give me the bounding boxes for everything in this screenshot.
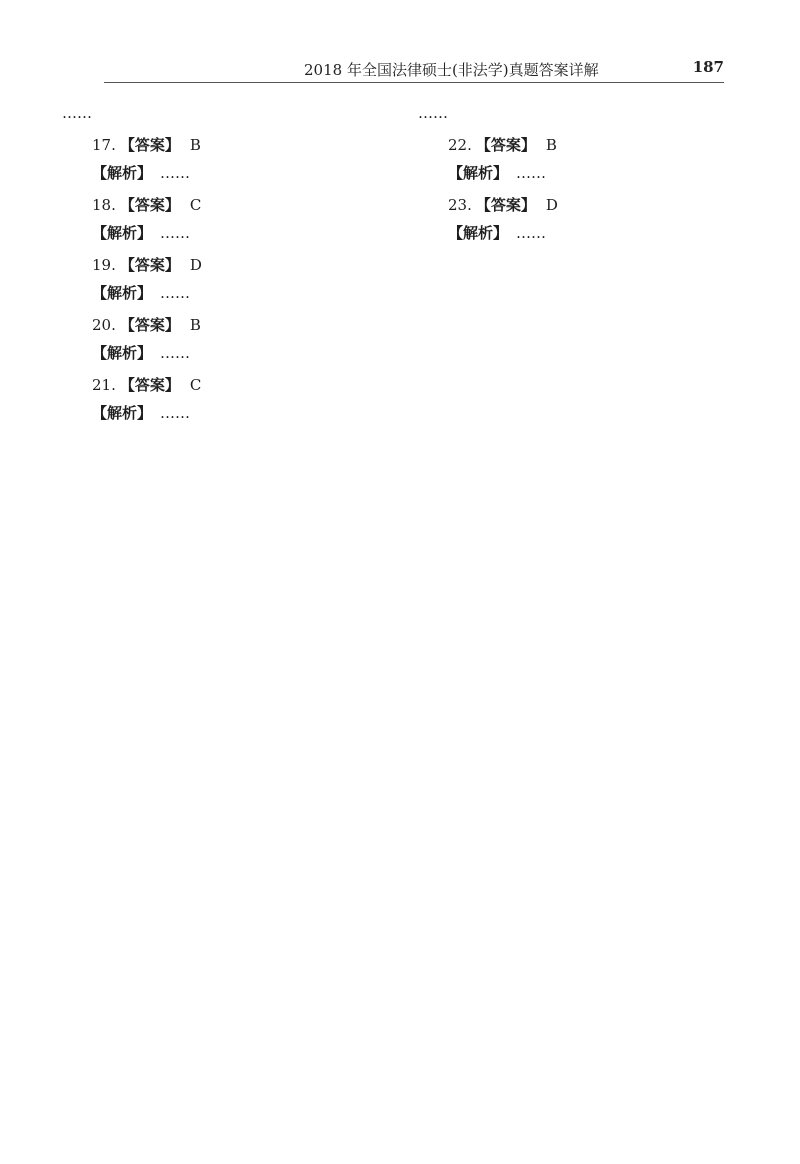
page-number: 187 — [692, 58, 724, 76]
analysis-21-continued: …… — [418, 104, 448, 122]
question-number: 21. — [92, 376, 116, 394]
analysis-17 — [62, 160, 380, 186]
paragraph: …… — [62, 104, 92, 122]
answer-value: C — [189, 196, 202, 214]
analysis-label: 【解析】 — [92, 344, 153, 362]
analysis-20 — [62, 340, 380, 366]
analysis-text: …… — [160, 164, 191, 182]
analysis-label: 【解析】 — [92, 164, 153, 182]
analysis-22 — [418, 160, 736, 186]
analysis-18 — [62, 220, 380, 246]
analysis-23 — [418, 220, 736, 246]
analysis-label: 【解析】 — [92, 224, 153, 242]
right-column — [418, 100, 736, 1140]
analysis-text: …… — [160, 344, 191, 362]
analysis-text: …… — [160, 404, 191, 422]
analysis-text: …… — [516, 224, 547, 242]
analysis-text: …… — [516, 164, 547, 182]
question-number: 17. — [92, 136, 116, 154]
answer-line-20 — [62, 312, 380, 338]
analysis-21 — [62, 400, 380, 426]
answer-tag: 【答案】 — [119, 136, 180, 154]
answer-tag: 【答案】 — [119, 196, 180, 214]
answer-value: D — [189, 256, 202, 274]
answer-value: B — [545, 136, 557, 154]
answer-line-19 — [62, 252, 380, 278]
analysis-label: 【解析】 — [448, 164, 509, 182]
answer-tag: 【答案】 — [119, 316, 180, 334]
analysis-label: 【解析】 — [92, 404, 153, 422]
analysis-label: 【解析】 — [448, 224, 509, 242]
running-header — [104, 58, 724, 83]
answer-line-17 — [62, 132, 380, 158]
answer-tag: 【答案】 — [475, 136, 536, 154]
answer-value: B — [189, 316, 201, 334]
left-column — [62, 100, 380, 1140]
analysis-text: …… — [160, 284, 191, 302]
answer-tag: 【答案】 — [475, 196, 536, 214]
answer-line-18 — [62, 192, 380, 218]
answer-line-21 — [62, 372, 380, 398]
answer-value: B — [189, 136, 201, 154]
analysis-text: …… — [160, 224, 191, 242]
analysis-19 — [62, 280, 380, 306]
answer-line-22 — [418, 132, 736, 158]
answer-value: C — [189, 376, 202, 394]
question-number: 19. — [92, 256, 116, 274]
answer-tag: 【答案】 — [119, 376, 180, 394]
question-number: 22. — [448, 136, 472, 154]
answer-value: D — [545, 196, 558, 214]
header-title: 2018 年全国法律硕士(非法学)真题答案详解 — [304, 61, 599, 79]
question-number: 20. — [92, 316, 116, 334]
analysis-label: 【解析】 — [92, 284, 153, 302]
answer-tag: 【答案】 — [119, 256, 180, 274]
answer-line-23 — [418, 192, 736, 218]
question-number: 23. — [448, 196, 472, 214]
question-number: 18. — [92, 196, 116, 214]
